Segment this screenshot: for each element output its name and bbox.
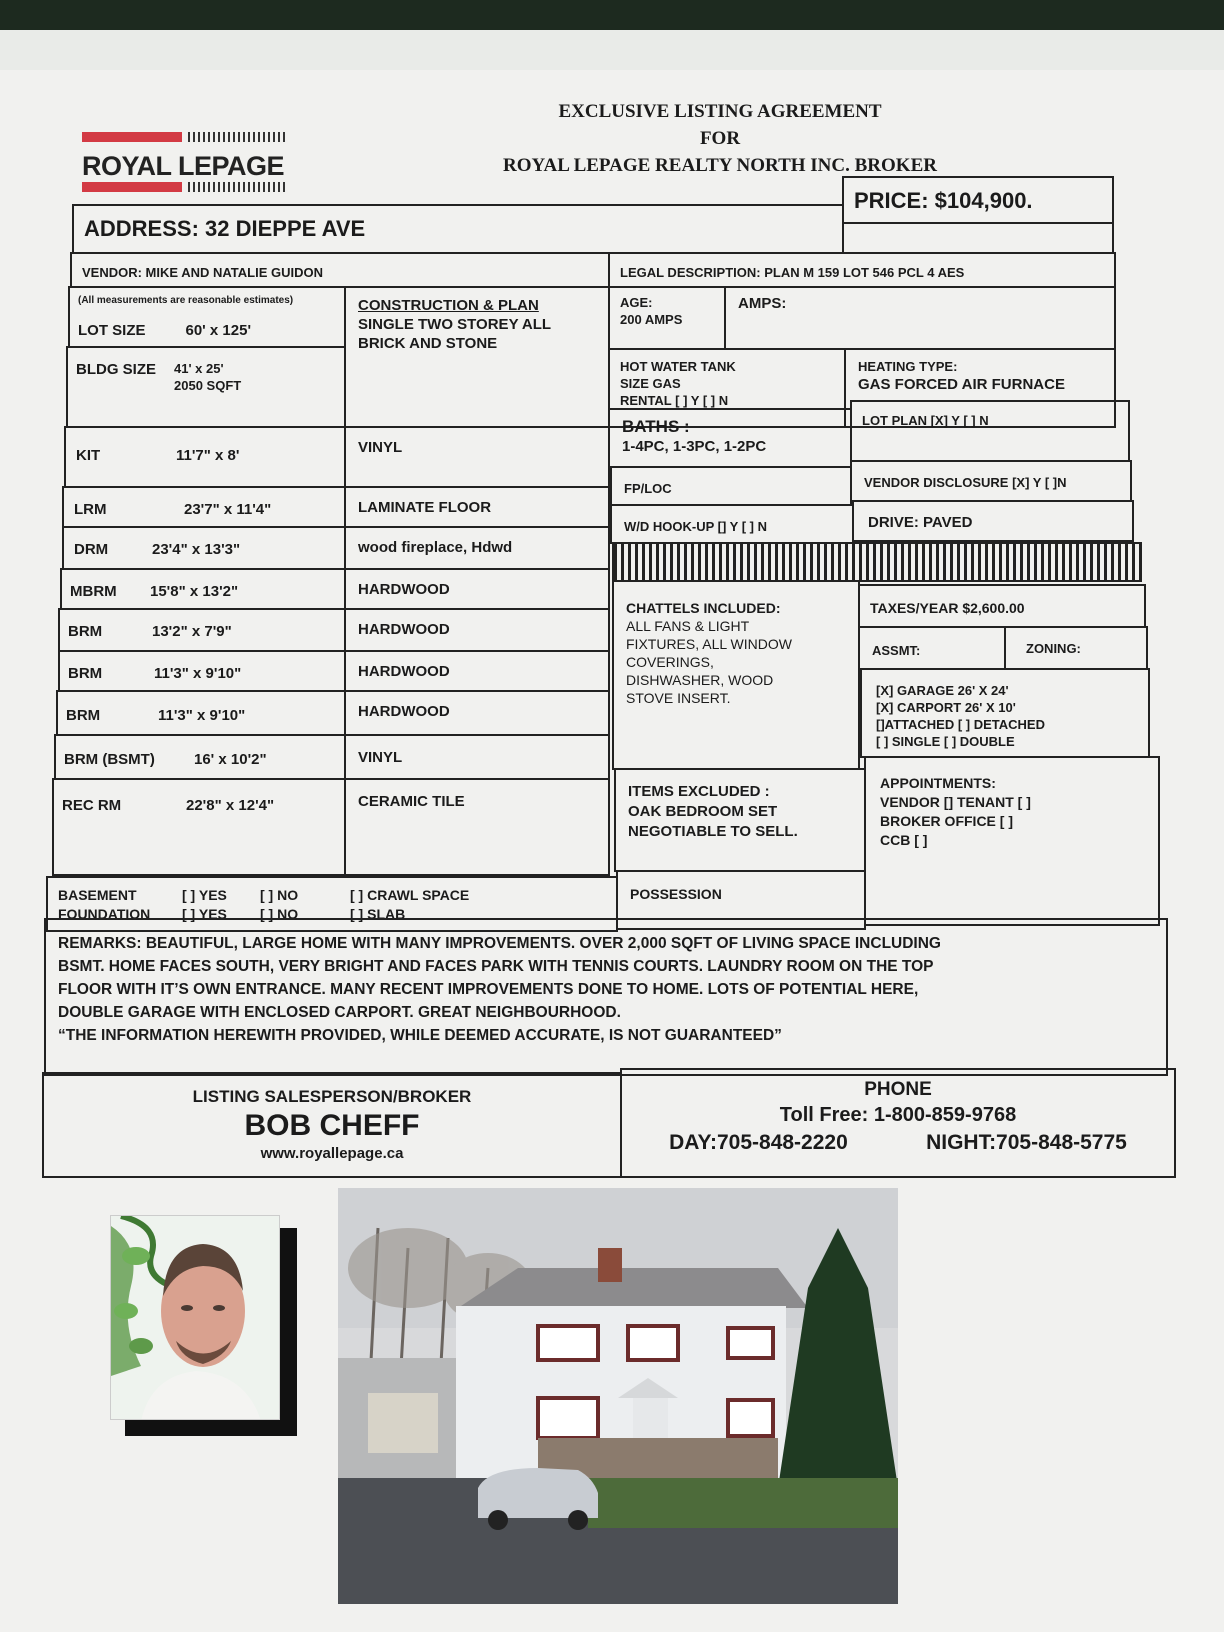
- chattels-cell: [612, 580, 860, 770]
- room-row: [62, 526, 346, 570]
- lot-plan: LOT PLAN [X] Y [ ] N: [862, 413, 989, 428]
- bldg-size-value-2: 2050 SQFT: [174, 378, 242, 393]
- room-size: 11'7" x 8': [176, 447, 240, 464]
- chattels-title: CHATTELS INCLUDED:: [626, 600, 781, 616]
- basement-no: [ ] NO: [260, 887, 299, 903]
- heating-value: GAS FORCED AIR FURNACE: [858, 376, 1065, 393]
- wd-hookup-cell: [610, 504, 854, 544]
- chattels-line: ALL FANS & LIGHT: [626, 618, 750, 634]
- header-line-1: EXCLUSIVE LISTING AGREEMENT: [558, 101, 882, 122]
- hot-water-line-1: HOT WATER TANK: [620, 359, 736, 374]
- logo-red-bar-bottom: [82, 182, 182, 192]
- house-photo: [338, 1188, 898, 1604]
- foundation-extra: [ ] SLAB: [350, 906, 406, 922]
- royal-lepage-logo: [82, 132, 290, 198]
- garage-cell: [860, 668, 1150, 758]
- bldg-size-label: BLDG SIZE: [76, 361, 157, 378]
- room-name: BRM: [66, 707, 101, 724]
- document-header: [420, 98, 1020, 179]
- basement-extra: [ ] CRAWL SPACE: [350, 887, 470, 903]
- amps-label: AMPS:: [738, 295, 787, 312]
- lot-plan-cell: [850, 400, 1130, 462]
- price-spacer: [842, 222, 1114, 254]
- heating-label: HEATING TYPE:: [858, 359, 958, 374]
- phone-title: PHONE: [864, 1079, 932, 1100]
- top-strip: [0, 30, 1224, 70]
- room-floor: [344, 778, 610, 876]
- price-cell: [842, 176, 1114, 224]
- construction-title: CONSTRUCTION & PLAN: [358, 297, 539, 314]
- room-size: 13'2" x 7'9": [152, 623, 232, 640]
- logo-text: ROYAL LEPAGE: [82, 151, 285, 181]
- room-floor-text: HARDWOOD: [358, 581, 450, 598]
- excluded-title: ITEMS EXCLUDED :: [628, 783, 770, 800]
- possession: POSSESSION: [630, 886, 722, 902]
- room-name: DRM: [74, 541, 109, 558]
- appointments-title: APPOINTMENTS:: [880, 775, 996, 791]
- room-floor: [344, 608, 610, 652]
- header-line-2: FOR: [699, 128, 741, 149]
- phone-cell: [620, 1068, 1176, 1178]
- chattels-line: DISHWASHER, WOOD: [626, 672, 774, 688]
- room-size: 15'8" x 13'2": [150, 583, 239, 600]
- assmt: ASSMT:: [872, 643, 921, 658]
- agent-photo: [110, 1215, 280, 1420]
- appointments-line: CCB [ ]: [880, 832, 928, 848]
- logo-red-bar: [82, 132, 182, 142]
- remarks-line: BSMT. HOME FACES SOUTH, VERY BRIGHT AND FACES PARK WITH TENNIS COURTS. LAUNDRY ROOM ON THE TOP: [58, 958, 934, 975]
- room-row: [58, 650, 346, 692]
- foundation-label: FOUNDATION: [58, 906, 151, 922]
- room-floor-text: CERAMIC TILE: [358, 793, 465, 810]
- room-name: REC RM: [62, 797, 122, 814]
- lot-size-cell: [68, 286, 346, 348]
- remarks-line: DOUBLE GARAGE WITH ENCLOSED CARPORT. GREAT NEIGHBOURHOOD.: [58, 1004, 621, 1021]
- room-row: [54, 734, 346, 780]
- excluded-line: NEGOTIABLE TO SELL.: [628, 823, 798, 840]
- hatched-divider: [612, 542, 1142, 582]
- wd-hookup: W/D HOOK-UP [] Y [ ] N: [624, 519, 767, 534]
- room-floor: [344, 650, 610, 692]
- vendor-disclosure-cell: [850, 460, 1132, 502]
- taxes: TAXES/YEAR $2,600.00: [870, 600, 1025, 616]
- room-floor-text: wood fireplace, Hdwd: [358, 539, 513, 556]
- room-row: [64, 426, 346, 488]
- salesperson-name: BOB CHEFF: [244, 1109, 420, 1142]
- garage-line: [ ] SINGLE [ ] DOUBLE: [876, 734, 1015, 749]
- legal-description: LEGAL DESCRIPTION: PLAN M 159 LOT 546 PCL 4 AES: [620, 265, 965, 280]
- house-illustration: [338, 1188, 898, 1604]
- room-floor: [344, 734, 610, 780]
- appointments-line: BROKER OFFICE [ ]: [880, 813, 1013, 829]
- remarks-cell: [44, 918, 1168, 1076]
- room-floor: [344, 690, 610, 736]
- lot-size-label: LOT SIZE: [78, 322, 146, 339]
- fp-loc: FP/LOC: [624, 481, 672, 496]
- construction-line-1: SINGLE TWO STOREY ALL: [358, 316, 552, 333]
- salesperson-cell: [42, 1072, 622, 1178]
- construction-line-2: BRICK AND STONE: [358, 335, 498, 352]
- foundation-no: [ ] NO: [260, 906, 299, 922]
- room-size: 11'3" x 9'10": [158, 707, 246, 724]
- room-row: [62, 486, 346, 528]
- baths-value: 1-4PC, 1-3PC, 1-2PC: [622, 438, 767, 455]
- room-floor-text: LAMINATE FLOOR: [358, 499, 492, 516]
- room-name: BRM: [68, 623, 103, 640]
- price: PRICE: $104,900.: [854, 188, 1033, 213]
- room-size: 23'4" x 13'3": [152, 541, 241, 558]
- logo-stripes: [188, 132, 288, 142]
- room-name: MBRM: [70, 583, 117, 600]
- basement-label: BASEMENT: [58, 887, 137, 903]
- room-row: [56, 690, 346, 736]
- room-size: 23'7" x 11'4": [184, 501, 272, 518]
- room-name: BRM (BSMT): [64, 751, 155, 768]
- construction-cell: [344, 286, 610, 428]
- salesperson-website: www.royallepage.ca: [260, 1145, 404, 1162]
- baths-cell: [608, 408, 852, 468]
- taxes-cell: [858, 584, 1146, 628]
- bldg-size-value-1: 41' x 25': [174, 361, 224, 376]
- room-floor: [344, 486, 610, 528]
- chattels-line: COVERINGS,: [626, 654, 714, 670]
- appointments-line: VENDOR [] TENANT [ ]: [880, 794, 1031, 810]
- room-floor-text: VINYL: [358, 749, 403, 766]
- fp-loc-cell: [610, 466, 852, 506]
- drive-cell: [852, 500, 1134, 542]
- basement-yes: [ ] YES: [182, 887, 227, 903]
- lot-size-value: 60' x 125': [185, 322, 252, 339]
- phone-night: NIGHT:705-848-5775: [926, 1131, 1127, 1154]
- chattels-line: STOVE INSERT.: [626, 690, 731, 706]
- drive: DRIVE: PAVED: [868, 514, 973, 531]
- header-line-3: ROYAL LEPAGE REALTY NORTH INC. BROKER: [503, 155, 937, 176]
- age-cell: [608, 286, 726, 350]
- excluded-line: OAK BEDROOM SET: [628, 803, 778, 820]
- room-floor: [344, 426, 610, 488]
- baths-label: BATHS :: [622, 417, 690, 436]
- amps-cell: [724, 286, 1116, 350]
- remarks-line: FLOOR WITH IT’S OWN ENTRANCE. MANY RECENT IMPROVEMENTS DONE TO HOME. LOTS OF POTENTIAL HERE,: [58, 981, 919, 998]
- phone-day: DAY:705-848-2220: [669, 1131, 848, 1154]
- room-size: 22'8" x 12'4": [186, 797, 275, 814]
- room-row: [60, 568, 346, 610]
- room-floor-text: HARDWOOD: [358, 703, 450, 720]
- address: ADDRESS: 32 DIEPPE AVE: [84, 216, 366, 241]
- vendor-cell: [70, 252, 610, 288]
- remarks-line: REMARKS: BEAUTIFUL, LARGE HOME WITH MANY IMPROVEMENTS. OVER 2,000 SQFT OF LIVING SPACE INCLUDING: [58, 935, 941, 952]
- garage-line: []ATTACHED [ ] DETACHED: [876, 717, 1045, 732]
- room-name: BRM: [68, 665, 103, 682]
- zoning: ZONING:: [1026, 641, 1081, 656]
- assmt-cell: [858, 626, 1006, 670]
- logo-stripes-bottom: [188, 182, 288, 192]
- room-size: 11'3" x 9'10": [154, 665, 242, 682]
- salesperson-title: LISTING SALESPERSON/BROKER: [192, 1087, 472, 1106]
- room-floor: [344, 526, 610, 570]
- garage-line: [X] GARAGE 26' X 24': [876, 683, 1009, 698]
- room-floor-text: VINYL: [358, 439, 403, 456]
- agent-portrait-illustration: [111, 1216, 280, 1420]
- bldg-size-cell: [66, 346, 346, 428]
- room-name: KIT: [76, 447, 101, 464]
- vendor: VENDOR: MIKE AND NATALIE GUIDON: [82, 265, 323, 280]
- garage-line: [X] CARPORT 26' X 10': [876, 700, 1016, 715]
- hot-water-line-3: RENTAL [ ] Y [ ] N: [620, 393, 729, 408]
- zoning-cell: [1004, 626, 1148, 670]
- vendor-disclosure: VENDOR DISCLOSURE [X] Y [ ]N: [864, 475, 1067, 490]
- appointments-cell: [864, 756, 1160, 926]
- room-floor-text: HARDWOOD: [358, 621, 450, 638]
- room-row: [58, 608, 346, 652]
- foundation-yes: [ ] YES: [182, 906, 227, 922]
- age-label: AGE:: [620, 295, 653, 310]
- excluded-cell: [614, 768, 866, 872]
- address-cell: [72, 204, 844, 254]
- hot-water-line-2: SIZE GAS: [620, 376, 681, 391]
- room-row: [52, 778, 346, 876]
- remarks-line: “THE INFORMATION HEREWITH PROVIDED, WHILE DEEMED ACCURATE, IS NOT GUARANTEED”: [58, 1027, 782, 1044]
- room-floor: [344, 568, 610, 610]
- room-size: 16' x 10'2": [194, 751, 267, 768]
- measurement-note: (All measurements are reasonable estimates): [78, 295, 294, 306]
- phone-tollfree: Toll Free: 1-800-859-9768: [779, 1104, 1017, 1126]
- age-value: 200 AMPS: [620, 312, 683, 327]
- legal-cell: [608, 252, 1116, 288]
- room-name: LRM: [74, 501, 107, 518]
- room-floor-text: HARDWOOD: [358, 663, 450, 680]
- chattels-line: FIXTURES, ALL WINDOW: [626, 636, 792, 652]
